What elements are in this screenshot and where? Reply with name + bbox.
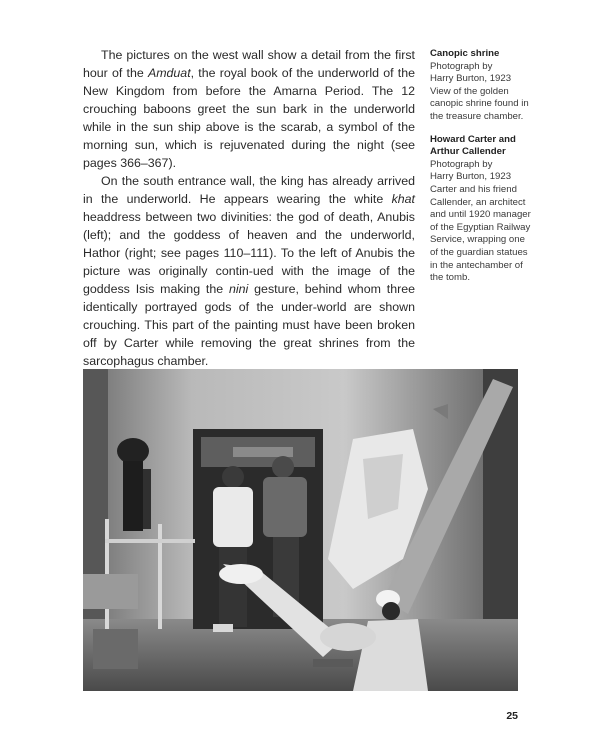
page-number: 25: [506, 710, 518, 722]
caption-line: in the antechamber of: [430, 259, 523, 271]
italic-term: khat: [391, 192, 415, 206]
caption-title: Arthur Callender: [430, 146, 506, 158]
caption-line: Harry Burton, 1923: [430, 73, 512, 85]
caption-line: the tomb.: [430, 272, 470, 284]
caption-line: Callender, an architect: [430, 196, 526, 208]
caption-canopic-shrine: [430, 48, 570, 124]
text-run: The pictures on the west wall show a detail from the first hour of the: [83, 48, 415, 80]
caption-sidebar: [430, 48, 570, 295]
italic-term: nini: [229, 282, 249, 296]
photo-carter-callender: [83, 369, 518, 691]
caption-title: Howard Carter and: [430, 133, 516, 145]
italic-term: Amduat: [147, 66, 191, 80]
caption-line: of the Egyptian Railway: [430, 221, 531, 233]
caption-line: and until 1920 manager: [430, 209, 531, 221]
caption-carter-callender: [430, 134, 570, 285]
main-body-text: [83, 46, 415, 424]
caption-line: Service, wrapping one: [430, 234, 525, 246]
caption-line: the treasure chamber.: [430, 110, 524, 122]
text-run: gesture, behind whom three identically portrayed gods of the under-world are shown crouching. This part of the painting must have been broken off by Carter while removing the great shrines from the sarcophagus chamber.: [83, 282, 415, 368]
paragraph-1: [83, 46, 415, 172]
caption-title: Canopic shrine: [430, 48, 500, 59]
caption-line: Harry Burton, 1923: [430, 171, 512, 183]
text-run: , the royal book of the underworld of the New Kingdom from before the Amarna Period. The 12 crouching baboons greet the sun bark in the underworld while in the sun ship above is the scarab, a symbol of the morning sun, which is rejuvenated during the night (see pages 366–367).: [83, 66, 415, 170]
text-run: On the south entrance wall, the king has already arrived in the underworld. He appears wearing the white: [83, 174, 415, 206]
paragraph-2: [83, 172, 415, 370]
caption-line: Carter and his friend: [430, 183, 517, 195]
caption-line: of the guardian statues: [430, 246, 528, 258]
caption-line: View of the golden: [430, 85, 509, 97]
text-run: headdress between two divinities: the god of death, Anubis (left); and the goddess of heaven and the underworld, Hathor (right; see pages 110–111). To the left of Anubis the picture was originally contin-ued with the image of the goddess Isis making the: [83, 210, 415, 296]
caption-line: Photograph by: [430, 60, 493, 72]
caption-line: Photograph by: [430, 158, 493, 170]
caption-line: canopic shrine found in: [430, 98, 529, 110]
